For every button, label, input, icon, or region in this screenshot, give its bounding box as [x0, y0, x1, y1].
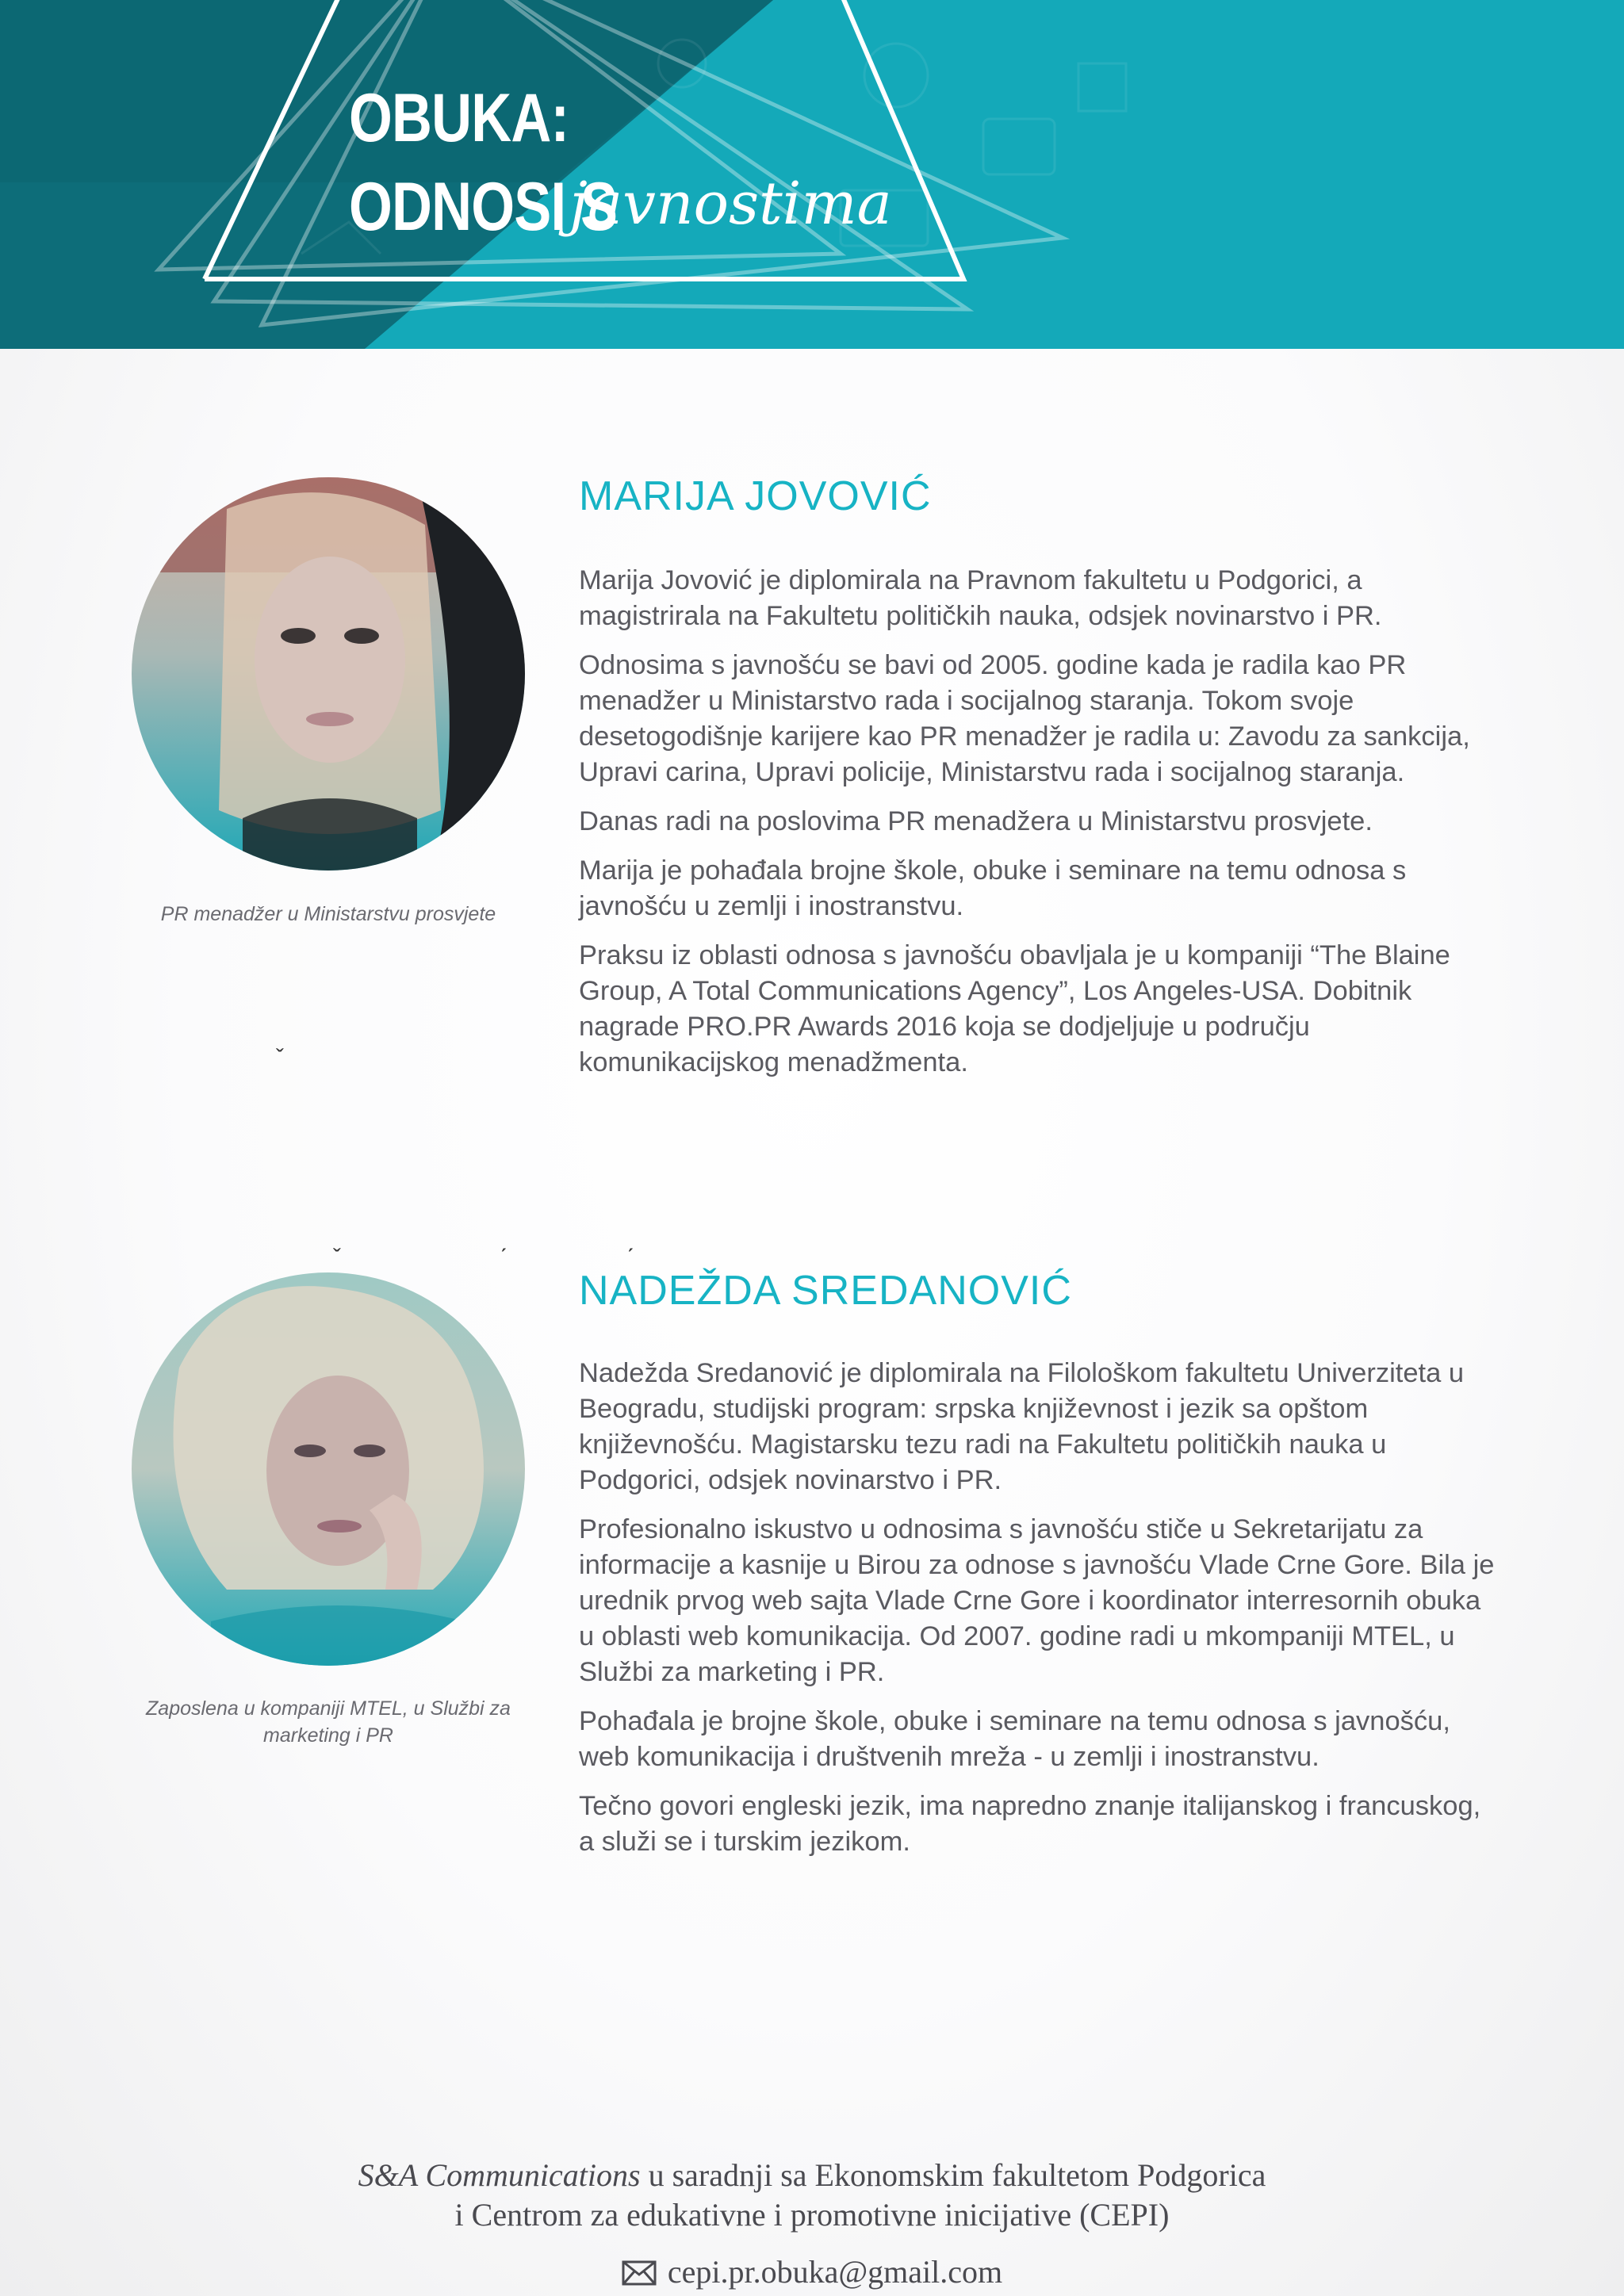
header-title-script: javnostima	[569, 170, 892, 238]
footer-line1-text: u saradnji sa Ekonomskim fakultetom Podgorica	[648, 2157, 1266, 2193]
bio-paragraph: Pohađala je brojne škole, obuke i seminare na temu odnosa s javnošću, web komunikacija i društvenih mreža - u zemlji i inostranstvu.	[579, 1706, 1450, 1772]
bio-paragraph: Tečno govori engleski jezik, ima napredno znanje italijanskog i francuskog, a služi se i turskim jezikom.	[579, 1791, 1481, 1857]
header-title-line1: OBUKA:	[349, 80, 569, 156]
bio-paragraph: Profesionalno iskustvo u odnosima s javnošću stiče u Sekretarijatu za informacije a kasnije u Birou za odnose s javnošću Vlade Crne Gore. Bila je urednik prvog web sajta Vlade Crne Gore i koordinator interresornih obuka u oblasti web komunikacija. Od 2007. godine radi u mkompaniji MTEL, u Službi za marketing i PR.	[579, 1514, 1495, 1687]
name-marija: MARIJA JOVOVIĆ	[579, 473, 932, 519]
profile-photo-marija	[132, 477, 525, 871]
bio-marija	[579, 563, 1499, 1094]
bio-paragraph: Nadežda Sredanović je diplomirala na Filološkom fakultetu Univerziteta u Beogradu, studijski program: srpska književnost i jezik sa opštom književnošću. Magistarsku tezu radi na Fakultetu političkih nauka u Podgorici, odsjek novinarstvo i PR.	[579, 1358, 1465, 1495]
footer-line-2: i Centrom za edukativne i promotivne inicijative (CEPI)	[454, 2197, 1170, 2233]
stray-mark: ˊ	[500, 1245, 508, 1271]
footer-line-1	[0, 2156, 1624, 2194]
stray-mark: ˇ	[333, 1245, 341, 1271]
bio-paragraph: Odnosima s javnošću se bavi od 2005. godine kada je radila kao PR menadžer u Ministarstvo rada i socijalnog staranja. Tokom svoje desetogodišnje karijere kao PR menadžer je radila u: Zavodu za sankcija, Upravi carina, Upravi policije, Ministarstvu rada i socijalnog staranja.	[579, 650, 1470, 787]
bio-paragraph: Praksu iz oblasti odnosa s javnošću obavljala je u kompaniji “The Blaine Group, A Total Communications Agency”, Los Angeles-USA. Dobitnik nagrade PRO.PR Awards 2016 koja se dodjeljuje u području komunikacijskog menadžmenta.	[579, 940, 1450, 1077]
footer-email[interactable]: cepi.pr.obuka@gmail.com	[667, 2254, 1003, 2290]
stray-mark: ˇ	[276, 1045, 284, 1071]
footer-email-row	[0, 2253, 1624, 2290]
bio-paragraph: Marija je pohađala brojne škole, obuke i seminare na temu odnosa s javnošću u zemlji i inostranstvu.	[579, 855, 1407, 921]
name-nadezda: NADEŽDA SREDANOVIĆ	[579, 1268, 1072, 1314]
envelope-icon	[622, 2260, 657, 2286]
bio-paragraph: Danas radi na poslovima PR menadžera u Ministarstvu prosvjete.	[579, 806, 1373, 836]
caption-marija: PR menadžer u Ministarstvu prosvjete	[160, 903, 496, 925]
bio-paragraph: Marija Jovović je diplomirala na Pravnom fakultetu u Podgorici, a magistrirala na Fakultetu političkih nauka, odsjek novinarstvo i PR.	[579, 565, 1382, 631]
caption-nadezda: Zaposlena u kompaniji MTEL, u Službi za marketing i PR	[146, 1697, 511, 1747]
header-title-line2: ODNOSI S	[349, 169, 618, 245]
profile-photo-nadezda	[132, 1272, 525, 1666]
footer-company: S&A Communications	[358, 2157, 641, 2193]
header-banner	[0, 0, 1624, 349]
bio-nadezda	[579, 1356, 1499, 1873]
stray-mark: ˊ	[626, 1245, 634, 1271]
